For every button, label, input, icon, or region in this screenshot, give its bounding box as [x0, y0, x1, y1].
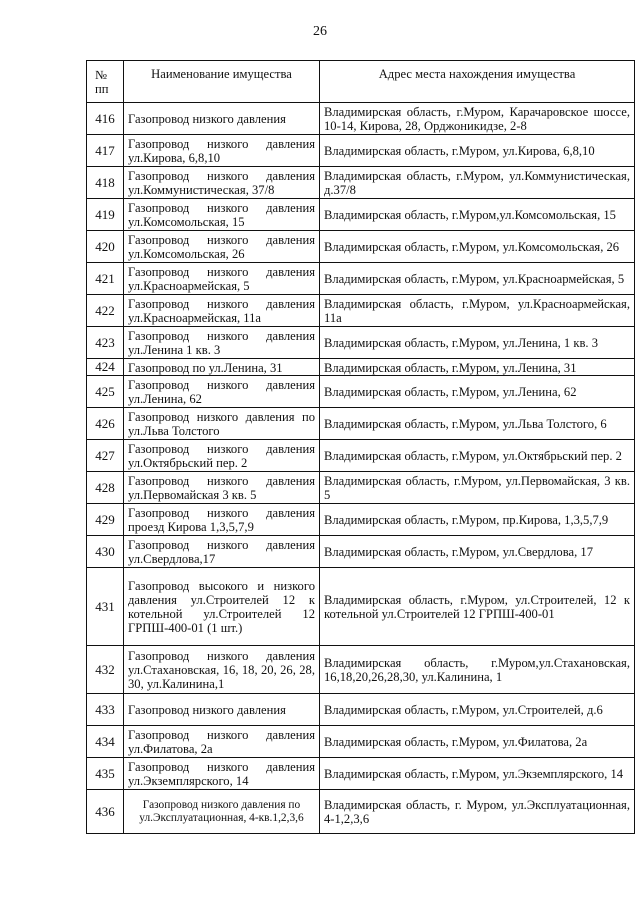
- row-property-name: Газопровод низкого давления ул.Коммунистическая, 37/8: [124, 167, 320, 199]
- row-property-name: Газопровод низкого давления ул.Ленина, 62: [124, 376, 320, 408]
- page-number: 26: [313, 24, 327, 39]
- row-property-name: Газопровод низкого давления ул.Ленина 1 кв. 3: [124, 327, 320, 359]
- row-number: 434: [87, 726, 124, 758]
- row-property-address: Владимирская область, г.Муром, ул.Ленина, 62: [320, 376, 635, 408]
- table-row: [87, 790, 635, 834]
- row-number: 433: [87, 694, 124, 726]
- row-number: 419: [87, 199, 124, 231]
- row-number: 425: [87, 376, 124, 408]
- row-number: 431: [87, 568, 124, 646]
- table-row: [87, 295, 635, 327]
- row-number: 426: [87, 408, 124, 440]
- row-property-name: Газопровод низкого давления по ул.Льва Толстого: [124, 408, 320, 440]
- row-property-name: Газопровод низкого давления ул.Экземплярского, 14: [124, 758, 320, 790]
- row-number: 435: [87, 758, 124, 790]
- table-row: [87, 758, 635, 790]
- row-property-address: Владимирская область, г.Муром,ул.Комсомольская, 15: [320, 199, 635, 231]
- header-property-name: Наименование имущества: [124, 61, 320, 103]
- row-number: 418: [87, 167, 124, 199]
- row-property-address: Владимирская область, г.Муром,ул.Стахановская, 16,18,20,26,28,30, ул.Калинина, 1: [320, 646, 635, 694]
- table-row: [87, 135, 635, 167]
- row-property-name: Газопровод низкого давления ул.Свердлова,17: [124, 536, 320, 568]
- table-row: [87, 327, 635, 359]
- row-property-name: Газопровод низкого давления по ул.Эксплуатационная, 4-кв.1,2,3,6: [124, 790, 320, 834]
- row-property-name: Газопровод низкого давления ул.Кирова, 6,8,10: [124, 135, 320, 167]
- row-property-address: Владимирская область, г.Муром, ул.Филатова, 2а: [320, 726, 635, 758]
- table-row: [87, 103, 635, 135]
- table-row: [87, 359, 635, 376]
- row-property-name: Газопровод высокого и низкого давления ул.Строителей 12 к котельной ул.Строителей 12 ГРПШ-400-01 (1 шт.): [124, 568, 320, 646]
- row-property-address: Владимирская область, г.Муром, пр.Кирова, 1,3,5,7,9: [320, 504, 635, 536]
- table-row: [87, 408, 635, 440]
- row-number: 423: [87, 327, 124, 359]
- row-number: 416: [87, 103, 124, 135]
- row-property-name: Газопровод низкого давления ул.Октябрьский пер. 2: [124, 440, 320, 472]
- row-number: 417: [87, 135, 124, 167]
- table-row: [87, 536, 635, 568]
- row-property-name: Газопровод низкого давления ул.Красноармейская, 5: [124, 263, 320, 295]
- row-property-address: Владимирская область, г.Муром, ул.Экземплярского, 14: [320, 758, 635, 790]
- row-property-address: Владимирская область, г.Муром, ул.Красноармейская, 11а: [320, 295, 635, 327]
- row-number: 424: [87, 359, 124, 376]
- row-property-name: Газопровод по ул.Ленина, 31: [124, 359, 320, 376]
- row-property-address: Владимирская область, г.Муром, ул.Ленина, 1 кв. 3: [320, 327, 635, 359]
- row-property-address: Владимирская область, г.Муром, ул.Кирова, 6,8,10: [320, 135, 635, 167]
- table-row: [87, 376, 635, 408]
- row-number: 436: [87, 790, 124, 834]
- row-property-address: Владимирская область, г.Муром, ул.Коммунистическая, д.37/8: [320, 167, 635, 199]
- row-property-name: Газопровод низкого давления ул.Красноармейская, 11а: [124, 295, 320, 327]
- row-property-address: Владимирская область, г.Муром, ул.Первомайская, 3 кв. 5: [320, 472, 635, 504]
- row-number: 421: [87, 263, 124, 295]
- row-property-address: Владимирская область, г. Муром, ул.Эксплуатационная, 4-1,2,3,6: [320, 790, 635, 834]
- row-property-address: Владимирская область, г.Муром, Карачаровское шоссе, 10-14, Кирова, 28, Орджоникидзе, 2-8: [320, 103, 635, 135]
- header-property-address: Адрес места нахождения имущества: [320, 61, 635, 103]
- property-table: [86, 60, 635, 834]
- table-row: [87, 231, 635, 263]
- table-row: [87, 504, 635, 536]
- row-number: 427: [87, 440, 124, 472]
- row-property-address: Владимирская область, г.Муром, ул.Строителей, д.6: [320, 694, 635, 726]
- row-number: 432: [87, 646, 124, 694]
- row-property-address: Владимирская область, г.Муром, ул.Октябрьский пер. 2: [320, 440, 635, 472]
- row-property-name: Газопровод низкого давления ул.Комсомольская, 26: [124, 231, 320, 263]
- table-row: [87, 167, 635, 199]
- row-property-name: Газопровод низкого давления ул.Филатова, 2а: [124, 726, 320, 758]
- row-number: 430: [87, 536, 124, 568]
- table-row: [87, 199, 635, 231]
- table-row: [87, 646, 635, 694]
- row-property-address: Владимирская область, г.Муром, ул.Свердлова, 17: [320, 536, 635, 568]
- row-property-address: Владимирская область, г.Муром, ул.Ленина, 31: [320, 359, 635, 376]
- row-property-name: Газопровод низкого давления ул.Первомайская 3 кв. 5: [124, 472, 320, 504]
- table-row: [87, 440, 635, 472]
- table-row: [87, 568, 635, 646]
- table-row: [87, 263, 635, 295]
- row-number: 428: [87, 472, 124, 504]
- row-property-address: Владимирская область, г.Муром, ул.Льва Толстого, 6: [320, 408, 635, 440]
- row-property-name: Газопровод низкого давления ул.Стахановская, 16, 18, 20, 26, 28, 30, ул.Калинина,1: [124, 646, 320, 694]
- header-number: № пп: [87, 61, 124, 103]
- table-header-row: [87, 61, 635, 103]
- row-property-name: Газопровод низкого давления проезд Кирова 1,3,5,7,9: [124, 504, 320, 536]
- table-row: [87, 726, 635, 758]
- row-property-address: Владимирская область, г.Муром, ул.Комсомольская, 26: [320, 231, 635, 263]
- row-property-name: Газопровод низкого давления ул.Комсомольская, 15: [124, 199, 320, 231]
- table-row: [87, 694, 635, 726]
- row-number: 429: [87, 504, 124, 536]
- row-property-address: Владимирская область, г.Муром, ул.Строителей, 12 к котельной ул.Строителей 12 ГРПШ-400-01: [320, 568, 635, 646]
- row-property-name: Газопровод низкого давления: [124, 103, 320, 135]
- row-property-address: Владимирская область, г.Муром, ул.Красноармейская, 5: [320, 263, 635, 295]
- row-number: 422: [87, 295, 124, 327]
- row-number: 420: [87, 231, 124, 263]
- table-row: [87, 472, 635, 504]
- row-property-name: Газопровод низкого давления: [124, 694, 320, 726]
